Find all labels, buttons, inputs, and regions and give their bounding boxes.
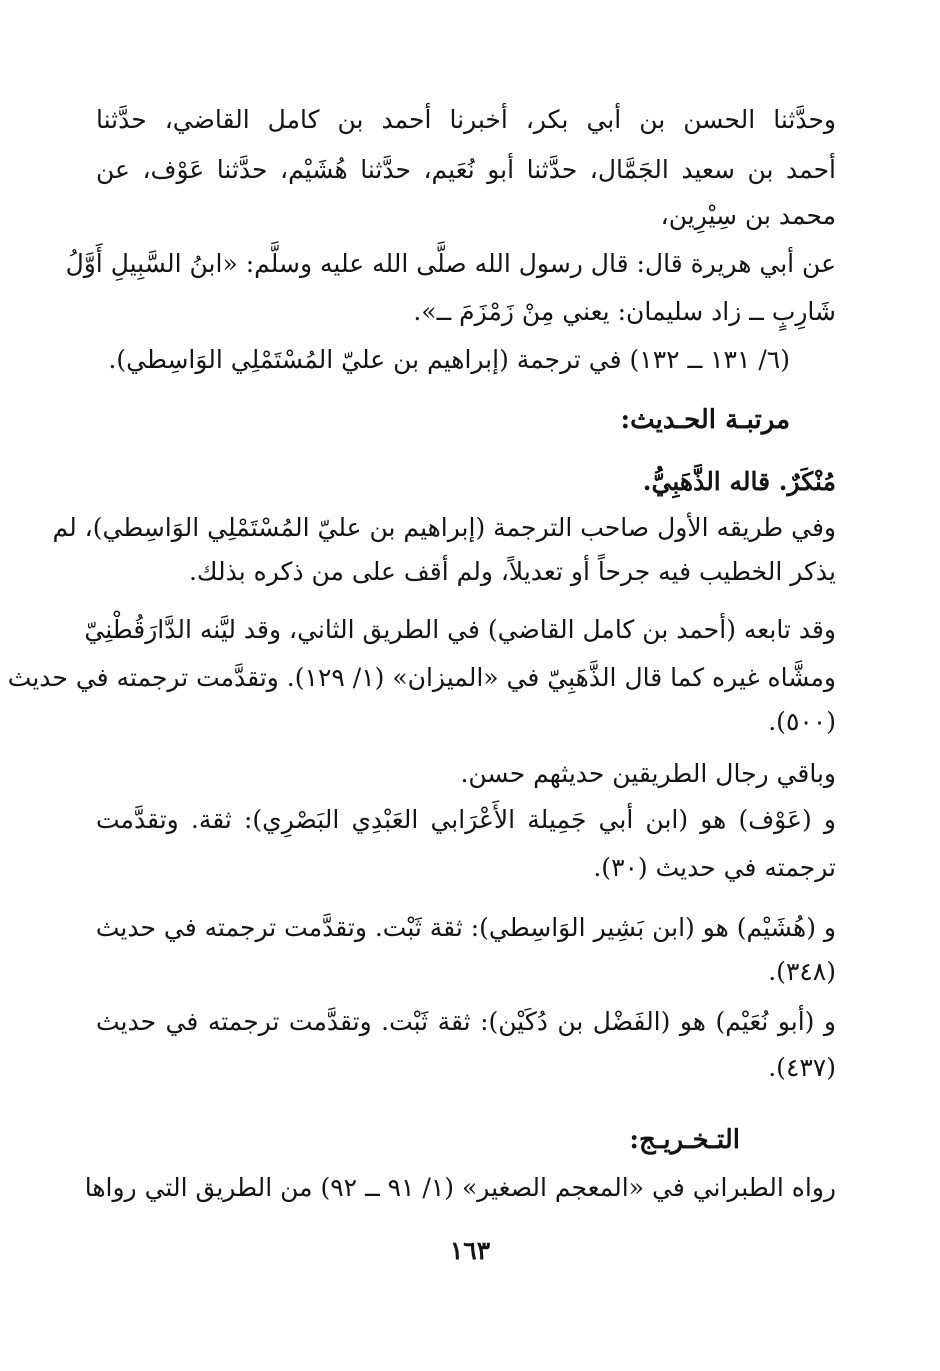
text-line: شَارِبٍ ــ زاد سليمان: يعني مِنْ زَمْزَمَ ــ». (413, 297, 836, 326)
text-line: وحدَّثنا الحسن بن أبي بكر، أخبرنا أحمد بن كامل القاضي، حدَّثنا (96, 105, 836, 134)
text-line: ترجمته في حديث (٣٠). (593, 853, 836, 882)
text-line: مُنْكَرٌ. قاله الذَّهَبِيُّ. (642, 467, 836, 496)
text-line: ومشَّاه غيره كما قال الذَّهَبِيّ في «الميزان» (١/ ١٢٩). وتقدَّمت ترجمته في حديث (7, 663, 836, 692)
text-line: عن أبي هريرة قال: قال رسول الله صلَّى الله عليه وسلَّم: «ابنُ السَّبِيلِ أَوَّلُ (65, 249, 836, 278)
text-line: و (أبو نُعَيْم) هو (الفَضْل بن دُكَيْن): ثقة ثَبْت. وتقدَّمت ترجمته في حديث (96, 1007, 836, 1036)
text-line: محمد بن سِيْرِين، (660, 201, 836, 230)
text-line: وباقي رجال الطريقين حديثهم حسن. (460, 759, 836, 788)
text-line: (٥٠٠). (768, 707, 836, 736)
text-line: وفي طريقه الأول صاحب الترجمة (إبراهيم بن عليّ المُسْتَمْلِي الوَاسِطي)، لم (52, 513, 836, 542)
text-line: يذكر الخطيب فيه جرحاً أو تعديلاً، ولم أقف على من ذكره بذلك. (188, 557, 836, 586)
text-line: (٣٤٨). (768, 957, 836, 986)
section-heading-takhrij: التـخـريـج: (629, 1125, 740, 1155)
text-line: و (عَوْف) هو (ابن أبي جَمِيلة الأَعْرَابي العَبْدِي البَصْرِي): ثقة. وتقدَّمت (96, 805, 836, 834)
text-line: (٤٣٧). (768, 1053, 836, 1082)
text-line: أحمد بن سعيد الجَمَّال، حدَّثنا أبو نُعَيم، حدَّثنا هُشَيْم، حدَّثنا عَوْف، عن (96, 155, 836, 184)
page-number: ١٦٣ (449, 1236, 491, 1265)
text-line: وقد تابعه (أحمد بن كامل القاضي) في الطريق الثاني، وقد ليَّنه الدَّارَقُطْنِيّ (84, 615, 836, 644)
text-line: و (هُشَيْم) هو (ابن بَشِير الوَاسِطي): ثقة ثَبْت. وتقدَّمت ترجمته في حديث (95, 913, 836, 942)
section-heading-hadith-grade: مرتبـة الحـديث: (620, 405, 790, 435)
text-line: رواه الطبراني في «المعجم الصغير» (١/ ٩١ ــ ٩٢) من الطريق التي رواها (84, 1173, 836, 1202)
source-reference: (٦/ ١٣١ ــ ١٣٢) في ترجمة (إبراهيم بن عليّ المُسْتَمْلِي الوَاسِطي). (108, 345, 790, 374)
